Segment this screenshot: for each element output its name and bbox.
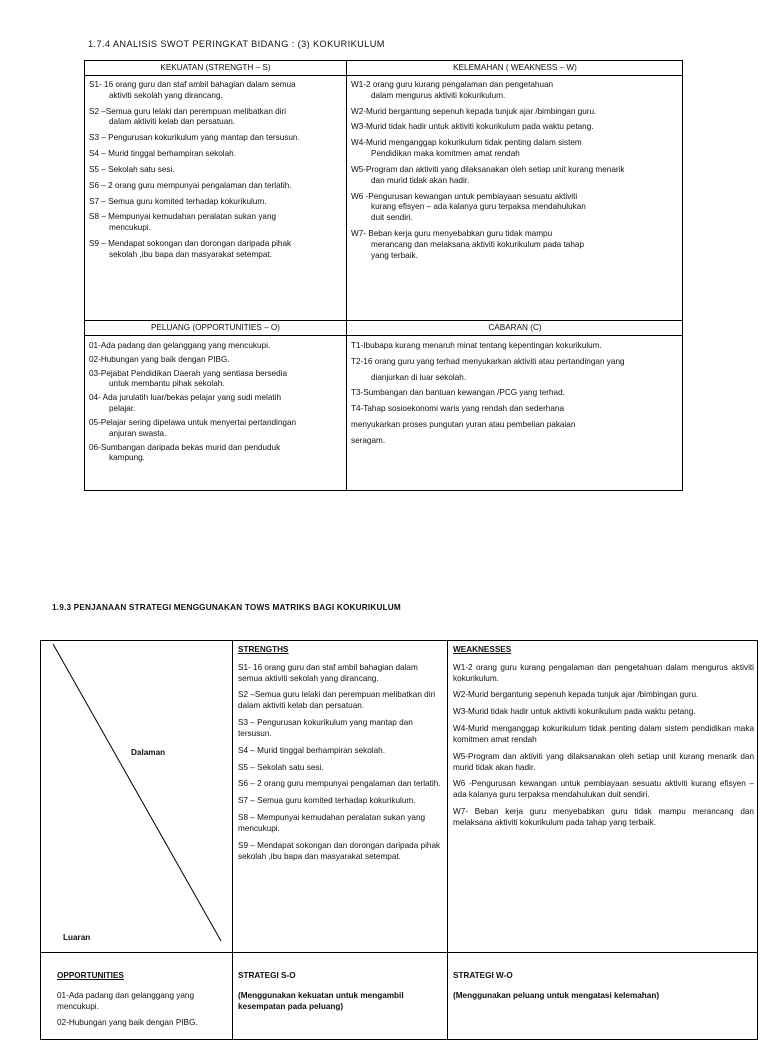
strength-item [89, 181, 342, 192]
wo-strategy-title: STRATEGI W-O [453, 971, 513, 980]
tows-weakness-item: W6 -Pengurusan kewangan untuk pembiayaan sesuatu aktiviti kurang efisyen – ada kalanya guru terpaksa mendahulukan duit sendiri. [453, 779, 754, 800]
threat-header: CABARAN (C) [488, 323, 542, 332]
tows-strength-item: S8 – Mempunyai kemudahan peralatan sukan yang mencukupi. [238, 813, 426, 833]
opportunity-item [89, 443, 342, 465]
strengths-cell [234, 645, 446, 868]
strength-item-line: S5 – Sekolah satu sesi. [89, 164, 175, 174]
strength-item [89, 239, 342, 261]
weakness-item [351, 138, 679, 160]
strength-item-line: aktiviti sekolah yang dirancang. [109, 90, 223, 100]
tows-opportunity-item: 01-Ada padang dan gelanggang yang mencukupi. [57, 990, 195, 1011]
weakness-item-line: W7- Beban kerja guru menyebabkan guru tidak mampu [351, 229, 553, 239]
dalaman-label: Dalaman [131, 748, 166, 757]
strength-list [85, 80, 346, 266]
weakness-list [347, 80, 683, 267]
opportunity-item [89, 393, 342, 415]
threat-line: T4-Tahap sosioekonomi waris yang rendah dan sederhana [351, 404, 565, 414]
weakness-item [351, 80, 679, 102]
strength-item [89, 197, 342, 208]
opportunities-cell [53, 971, 228, 1035]
tows-strength-item: S6 – 2 orang guru mempunyai pengalaman dan terlatih. [238, 779, 441, 789]
threat-line: T2-16 orang guru yang terhad menyukarkan aktiviti atau pertandingan yang [351, 356, 625, 366]
tows-divider-vertical [447, 641, 448, 1039]
swot-divider [85, 75, 682, 76]
weakness-item-line: W1-2 orang guru kurang pengalaman dan pengetahuan [351, 80, 554, 89]
strength-item-line: S7 – Semua guru komited terhadap kokurikulum. [89, 196, 267, 206]
strength-item [89, 107, 342, 129]
so-strategy-title: STRATEGI S-O [238, 971, 296, 980]
weakness-item-line: duit sendiri. [371, 213, 413, 223]
weakness-item [351, 107, 679, 118]
opportunity-item [89, 341, 342, 352]
tows-divider [41, 952, 757, 953]
strength-item-line: S9 – Mendapat sokongan dan dorongan daripada pihak [89, 239, 292, 249]
threat-line: T1-Ibubapa kurang menaruh minat tentang kepentingan kokurikulum. [351, 341, 602, 350]
wo-strategy-desc: (Menggunakan peluang untuk mengatasi kelemahan) [453, 990, 660, 1000]
opportunity-item [89, 355, 342, 366]
threat-line: menyukarkan proses pungutan yuran atau pembelian pakaian [351, 420, 576, 430]
weakness-item-line: W2-Murid bergantung sepenuh kepada tunjuk ajar /bimbingan guru. [351, 106, 597, 116]
threat-line: dianjurkan di luar sekolah. [371, 372, 467, 382]
opportunity-item-line: 06-Sumbangan daripada bekas murid dan penduduk [89, 442, 281, 452]
luaran-label: Luaran [63, 933, 91, 942]
threat-line: T3-Sumbangan dan bantuan kewangan /PCG yang terhad. [351, 388, 565, 398]
weakness-item-line: dan murid tidak akan hadir. [371, 175, 470, 185]
weakness-item-line: W6 -Pengurusan kewangan untuk pembiayaan sesuatu aktiviti [351, 191, 578, 201]
tows-strength-item: S3 – Pengurusan kokurikulum yang mantap dan tersusun. [238, 718, 413, 738]
strength-item [89, 80, 342, 102]
section-heading-swot: 1.7.4 ANALISIS SWOT PERINGKAT BIDANG : (3) KOKURIKULUM [88, 39, 385, 49]
strength-item-line: mencukupi. [109, 223, 151, 233]
tows-strength-item: S1- 16 orang guru dan staf ambil bahagian dalam semua aktiviti sekolah yang dirancang. [238, 662, 418, 683]
weaknesses-list [453, 663, 754, 829]
weakness-header: KELEMAHAN ( WEAKNESS – W) [453, 63, 577, 72]
strength-item-line: S8 – Mempunyai kemudahan peralatan sukan yang [89, 212, 277, 222]
tows-weakness-item: W7- Beban kerja guru menyebabkan guru tidak mampu merancang dan melaksana aktiviti kokurikulum pada tahap yang terbaik. [453, 807, 754, 827]
diagonal-divider [41, 641, 232, 952]
tows-strength-item: S7 – Semua guru komited terhadap kokurikulum. [238, 796, 416, 806]
opportunity-item-line: kampung. [109, 453, 145, 463]
weakness-item-line: merancang dan melaksana aktiviti kokurikulum pada tahap [371, 239, 584, 249]
strengths-list [238, 663, 442, 863]
tows-divider-vertical [232, 641, 233, 1039]
strength-item-line: dalam aktiviti kelab dan persatuan. [109, 117, 236, 127]
tows-strength-item: S9 – Mendapat sokongan dan dorongan daripada pihak sekolah ,ibu bapa dan masyarakat setempat. [238, 840, 441, 861]
weakness-item [351, 165, 679, 187]
opportunity-item [89, 369, 342, 391]
weaknesses-title: WEAKNESSES [453, 645, 512, 654]
strength-item-line: S1- 16 orang guru dan staf ambil bahagian dalam semua [89, 80, 296, 89]
strength-item [89, 133, 342, 144]
opportunity-list [85, 341, 346, 467]
tows-weakness-item: W3-Murid tidak hadir untuk aktiviti kokurikulum pada waktu petang. [453, 707, 696, 717]
opportunity-item-line: untuk membantu pihak sekolah. [109, 379, 225, 389]
opportunity-header: PELUANG (OPPORTUNITIES – O) [150, 323, 281, 332]
so-strategy-desc: (Menggunakan kekuatan untuk mengambil kesempatan pada peluang) [238, 990, 404, 1011]
swot-divider [85, 335, 682, 336]
weaknesses-cell [449, 645, 758, 835]
swot-table [84, 60, 683, 491]
opportunity-item-line: anjuran swasta. [109, 428, 167, 438]
wo-strategy-cell [449, 971, 758, 1002]
weakness-item-line: W3-Murid tidak hadir untuk aktiviti kokurikulum pada waktu petang. [351, 122, 594, 132]
threat-list [347, 341, 683, 452]
opportunity-item-line: 04- Ada jurulatih luar/bekas pelajar yang sudi melatih [89, 393, 282, 403]
strength-item [89, 212, 342, 234]
strength-header: KEKUATAN (STRENGTH – S) [160, 63, 271, 72]
tows-strength-item: S2 –Semua guru lelaki dan perempuan melibatkan diri dalam aktiviti kelab dan persatuan. [238, 690, 436, 711]
strength-item [89, 149, 342, 160]
opportunity-item-line: 02-Hubungan yang baik dengan PIBG. [89, 354, 230, 364]
tows-weakness-item: W5-Program dan aktiviti yang dilaksanakan oleh setiap unit kurang menarik dan murid tidak akan hadir. [453, 751, 754, 772]
tows-strength-item: S4 – Murid tinggal berhampiran sekolah. [238, 745, 386, 755]
threat-line: seragam. [351, 435, 386, 445]
section-heading-tows: 1.9.3 PENJANAAN STRATEGI MENGGUNAKAN TOWS MATRIKS BAGI KOKURIKULUM [52, 603, 401, 612]
weakness-item-line: W5-Program dan aktiviti yang dilaksanakan oleh setiap unit kurang menarik [351, 164, 625, 174]
weakness-item [351, 229, 679, 261]
strength-item [89, 165, 342, 176]
opportunity-item [89, 418, 342, 440]
tows-weakness-item: W4-Murid menganggap kokurikulum tidak penting dalam sistem pendidikan maka komitmen amat rendah [453, 724, 754, 744]
opportunity-item-line: 03-Pejabat Pendidikan Daerah yang sentiasa bersedia [89, 368, 287, 378]
weakness-item-line: kurang efisyen – ada kalanya guru terpaksa mendahulukan [371, 202, 586, 212]
weakness-item [351, 192, 679, 224]
tows-strength-item: S5 – Sekolah satu sesi. [238, 762, 324, 772]
opportunity-item-line: pelajar. [109, 404, 136, 414]
tows-matrix-table [40, 640, 758, 1040]
weakness-item-line: W4-Murid menganggap kokurikulum tidak penting dalam sistem [351, 138, 582, 148]
tows-weakness-item: W1-2 orang guru kurang pengalaman dan pengetahuan dalam mengurus aktiviti kokurikulum. [453, 662, 754, 683]
opportunity-item-line: 01-Ada padang dan gelanggang yang mencukupi. [89, 341, 271, 350]
opportunity-item-line: 05-Pelajar sering dipelawa untuk menyertai pertandingan [89, 417, 297, 427]
weakness-item [351, 122, 679, 133]
strength-item-line: sekolah ,ibu bapa dan masyarakat setempat. [109, 249, 272, 259]
so-strategy-cell [234, 971, 446, 1012]
strength-item-line: S2 –Semua guru lelaki dan perempuan melibatkan diri [89, 106, 287, 116]
strengths-title: STRENGTHS [238, 645, 289, 654]
weakness-item-line: dalam mengurus aktiviti kokurikulum. [371, 90, 506, 100]
tows-weakness-item: W2-Murid bergantung sepenuh kepada tunjuk ajar /bimbingan guru. [453, 690, 699, 700]
strength-item-line: S4 – Murid tinggal berhampiran sekolah. [89, 149, 237, 159]
opportunities-title: OPPORTUNITIES [57, 971, 124, 980]
weakness-item-line: yang terbaik. [371, 250, 418, 260]
weakness-item-line: Pendidikan maka komitmen amat rendah [371, 149, 520, 159]
strength-item-line: S6 – 2 orang guru mempunyai pengalaman dan terlatih. [89, 180, 292, 190]
tows-opportunity-item: 02-Hubungan yang baik dengan PIBG. [57, 1018, 198, 1028]
strength-item-line: S3 – Pengurusan kokurikulum yang mantap dan tersusun. [89, 133, 300, 143]
